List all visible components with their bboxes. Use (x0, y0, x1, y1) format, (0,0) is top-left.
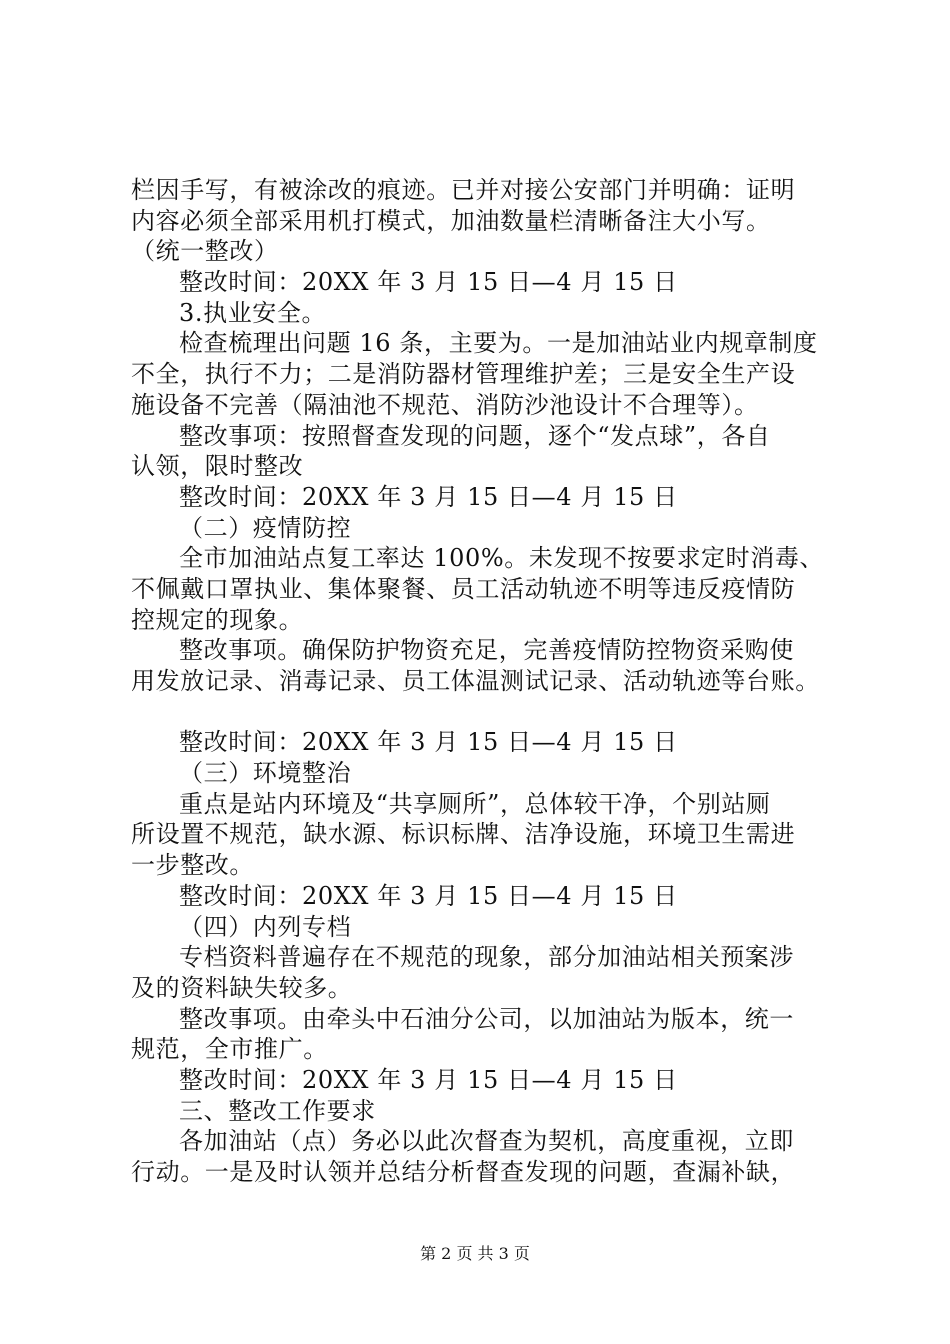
document-body (131, 175, 831, 1188)
body-line: 整改事项：按照督查发现的问题，逐个“发点球”，各自 (179, 421, 771, 450)
body-line: 整改事项。由牵头中石油分公司，以加油站为版本，统一 (179, 1004, 794, 1033)
body-line: 栏因手写，有被涂改的痕迹。已并对接公安部门并明确：证明 (131, 176, 796, 204)
body-line: 整改时间：20XX 年 3 月 15 日—4 月 15 日 (179, 881, 678, 910)
body-line: 所设置不规范，缺水源、标识标牌、洁净设施，环境卫生需进 (131, 820, 796, 849)
body-line: 整改时间：20XX 年 3 月 15 日—4 月 15 日 (179, 1065, 678, 1094)
body-line: 重点是站内环境及“共享厕所”，总体较干净，个别站厕 (179, 789, 771, 818)
body-line: 一步整改。 (131, 851, 254, 880)
body-line: 行动。一是及时认领并总结分析督查发现的问题，查漏补缺， (131, 1158, 796, 1186)
body-line: 认领，限时整改 (131, 452, 304, 481)
body-line: 施设备不完善（隔油池不规范、消防沙池设计不合理等）。 (131, 390, 759, 419)
body-line: 检查梳理出问题 16 条，主要为。一是加油站业内规章制度 (179, 329, 818, 358)
body-line: 整改时间：20XX 年 3 月 15 日—4 月 15 日 (179, 728, 678, 757)
body-line: 控规定的现象。 (131, 605, 304, 634)
body-line: 全市加油站点复工率达 100%。未发现不按要求定时消毒、 (179, 544, 825, 573)
body-line: 内容必须全部采用机打模式，加油数量栏清晰备注大小写。 (131, 206, 771, 235)
body-line: 整改事项。确保防护物资充足，完善疫情防控物资采购使 (179, 636, 794, 665)
body-line: 不佩戴口罩执业、集体聚餐、员工活动轨迹不明等违反疫情防 (131, 574, 796, 603)
body-line: 不全，执行不力；二是消防器材管理维护差；三是安全生产设 (131, 360, 796, 389)
section-heading: （二）疫情防控 (179, 513, 352, 542)
body-line: 整改时间：20XX 年 3 月 15 日—4 月 15 日 (179, 268, 678, 297)
section-heading: 三、整改工作要求 (179, 1096, 376, 1125)
body-line: （统一整改） (131, 237, 279, 266)
section-heading: 3.执业安全。 (179, 298, 327, 327)
body-line: 各加油站（点）务必以此次督查为契机，高度重视，立即 (179, 1127, 794, 1156)
body-line: 整改时间：20XX 年 3 月 15 日—4 月 15 日 (179, 482, 678, 511)
body-line: 规范，全市推广。 (131, 1035, 328, 1064)
body-line: 及的资料缺失较多。 (131, 973, 353, 1002)
page-footer: 第 2 页 共 3 页 (420, 1244, 530, 1263)
body-line: 用发放记录、消毒记录、员工体温测试记录、活动轨迹等台账。 (131, 667, 820, 695)
section-heading: （三）环境整治 (179, 759, 352, 788)
blank-line (131, 697, 831, 728)
body-line: 专档资料普遍存在不规范的现象，部分加油站相关预案涉 (179, 943, 794, 972)
section-heading: （四）内列专档 (179, 912, 352, 941)
